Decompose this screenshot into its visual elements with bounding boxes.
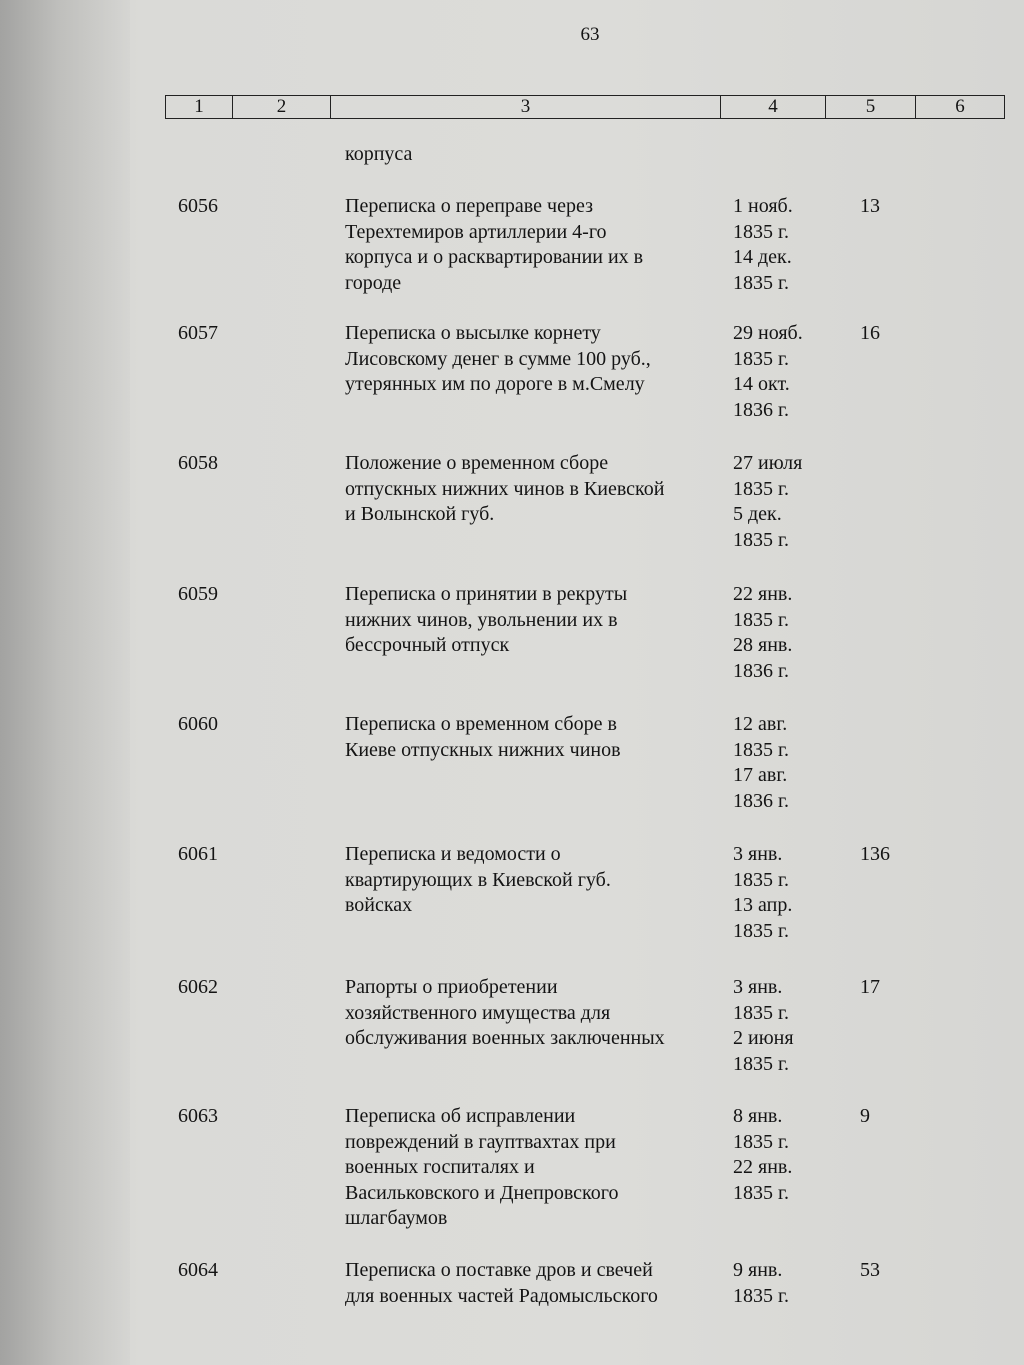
entry-dates: [733, 975, 843, 1077]
column-header-3: 3: [331, 96, 721, 118]
title-line: хозяйственного имущества для: [345, 1001, 611, 1024]
title-line: городе: [345, 271, 402, 294]
title-line: для военных частей Радомысльского: [345, 1284, 658, 1307]
title-line: Положение о временном сборе: [345, 452, 609, 474]
title-line: Лисовскому денег в сумме 100 руб.,: [345, 347, 651, 370]
column-header-2: 2: [233, 96, 331, 118]
entry-dates: [733, 582, 843, 684]
title-line: Переписка о поставке дров и свечей: [345, 1259, 653, 1281]
title-line: Васильковского и Днепровского: [345, 1181, 619, 1204]
entry-title: [345, 582, 725, 659]
date-line: 1835 г.: [733, 1052, 789, 1075]
date-line: 22 янв.: [733, 583, 793, 605]
date-line: 1835 г.: [733, 347, 789, 370]
entry-title: [345, 1104, 725, 1232]
date-line: 2 июня: [733, 1027, 794, 1049]
page-edge-shadow: [0, 0, 130, 1365]
entry-number: 6064: [178, 1259, 218, 1281]
entry-dates: [733, 321, 843, 423]
date-line: 1835 г.: [733, 1284, 789, 1307]
title-line: военных госпиталях и: [345, 1156, 535, 1178]
column-header-5: 5: [826, 96, 916, 118]
entry-number: 6062: [178, 976, 218, 998]
title-line: Переписка о временном сборе в: [345, 713, 617, 735]
entry-number: 6058: [178, 452, 218, 474]
date-line: 1835 г.: [733, 271, 789, 294]
entry-number: 6056: [178, 195, 218, 217]
date-line: 17 авг.: [733, 764, 788, 786]
entry-number: 6061: [178, 843, 218, 865]
date-line: 1835 г.: [733, 1181, 789, 1204]
date-line: 1835 г.: [733, 477, 789, 500]
date-line: 1 нояб.: [733, 195, 793, 217]
title-line: войсках: [345, 894, 413, 916]
title-line: и Волынской губ.: [345, 503, 495, 525]
page-number: 63: [580, 24, 600, 45]
title-line: Терехтемиров артиллерии 4-го: [345, 220, 607, 243]
date-line: 1835 г.: [733, 919, 789, 942]
entry-number: 6059: [178, 583, 218, 605]
entry-sheets: 136: [860, 843, 890, 865]
entry-sheets: 17: [860, 976, 880, 998]
date-line: 29 нояб.: [733, 322, 803, 344]
date-line: 22 янв.: [733, 1156, 793, 1178]
date-line: 5 дек.: [733, 503, 782, 525]
date-line: 1835 г.: [733, 528, 789, 551]
title-line: утерянных им по дороге в м.Смелу: [345, 373, 645, 395]
title-line: шлагбаумов: [345, 1207, 448, 1229]
date-line: 1835 г.: [733, 1001, 789, 1024]
entry-sheets: 9: [860, 1105, 870, 1127]
entry-dates: [733, 1104, 843, 1206]
title-line: Переписка о высылке корнету: [345, 322, 601, 344]
entry-number: 6057: [178, 322, 218, 344]
entry-title: [345, 1258, 725, 1309]
date-line: 12 авг.: [733, 713, 788, 735]
entry-title: [345, 321, 725, 398]
date-line: 13 апр.: [733, 894, 793, 916]
title-line: корпуса и о расквартировании их в: [345, 246, 644, 268]
entry-sheets: 13: [860, 195, 880, 217]
entry-title: [345, 975, 725, 1052]
title-line: квартирующих в Киевской губ.: [345, 868, 611, 891]
title-line: отпускных нижних чинов в Киевской: [345, 477, 665, 500]
date-line: 28 янв.: [733, 634, 793, 656]
date-line: 1835 г.: [733, 738, 789, 761]
date-line: 1835 г.: [733, 1130, 789, 1153]
entry-dates: [733, 712, 843, 814]
entry-dates: [733, 451, 843, 553]
column-header-4: 4: [721, 96, 826, 118]
date-line: 1836 г.: [733, 398, 789, 421]
title-line: Киеве отпускных нижних чинов: [345, 738, 621, 761]
date-line: 27 июля: [733, 452, 803, 474]
entry-title: [345, 451, 725, 528]
column-header-row: [165, 95, 1005, 119]
date-line: 1835 г.: [733, 608, 789, 631]
title-line: Переписка о переправе через: [345, 195, 593, 217]
continuation-text: корпуса: [345, 143, 413, 165]
column-header-1: 1: [166, 96, 233, 118]
title-line: бессрочный отпуск: [345, 634, 510, 656]
title-line: Переписка и ведомости о: [345, 843, 561, 865]
date-line: 1835 г.: [733, 220, 789, 243]
entry-sheets: 16: [860, 322, 880, 344]
date-line: 1836 г.: [733, 789, 789, 812]
entry-title: [345, 194, 725, 296]
date-line: 1835 г.: [733, 868, 789, 891]
entry-sheets: 53: [860, 1259, 880, 1281]
title-line: нижних чинов, увольнении их в: [345, 608, 618, 631]
date-line: 9 янв.: [733, 1259, 783, 1281]
date-line: 3 янв.: [733, 843, 783, 865]
entry-dates: [733, 194, 843, 296]
entry-dates: [733, 1258, 843, 1309]
date-line: 3 янв.: [733, 976, 783, 998]
date-line: 14 дек.: [733, 246, 792, 268]
date-line: 8 янв.: [733, 1105, 783, 1127]
entry-number: 6063: [178, 1105, 218, 1127]
date-line: 1836 г.: [733, 659, 789, 682]
title-line: повреждений в гауптвахтах при: [345, 1130, 616, 1153]
title-line: Переписка об исправлении: [345, 1105, 576, 1127]
entry-title: [345, 842, 725, 919]
title-line: Переписка о принятии в рекруты: [345, 583, 628, 605]
date-line: 14 окт.: [733, 373, 790, 395]
column-header-6: 6: [955, 96, 965, 117]
entry-dates: [733, 842, 843, 944]
title-line: обслуживания военных заключенных: [345, 1027, 665, 1049]
title-line: Рапорты о приобретении: [345, 976, 558, 998]
entry-number: 6060: [178, 713, 218, 735]
entry-title: [345, 712, 725, 763]
